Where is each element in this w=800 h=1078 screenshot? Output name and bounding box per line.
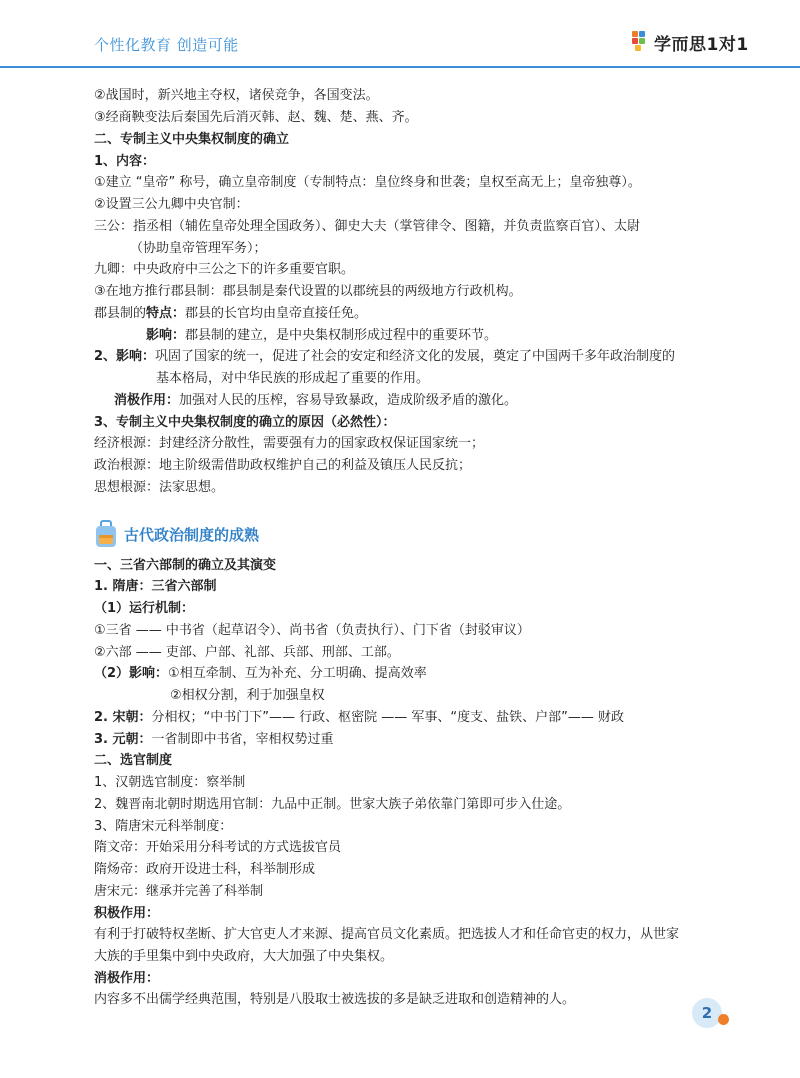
text-line: 3. 元朝：一省制即中书省，宰相权势过重 [94, 732, 334, 747]
text-line: 内容多不出儒学经典范围，特别是八股取士被选拔的多是缺乏进取和创造精神的人。 [94, 992, 576, 1007]
subheading-mechanism: （1）运行机制： [94, 601, 195, 616]
logo-mark-icon [632, 31, 650, 53]
text-line: 唐宋元：继承并完善了科举制 [94, 884, 264, 899]
text-line: 2. 宋朝：分相权；“中书门下”—— 行政、枢密院 —— 军事、“度支、盐铁、户部”—— 财政 [94, 710, 624, 725]
page-header [0, 0, 800, 68]
heading-centralization: 二、专制主义中央集权制度的确立 [94, 132, 290, 147]
text-line: 三公：指丞相（辅佐皇帝处理全国政务）、御史大夫（掌管律令、图籍，并负责监察百官）、太尉 [94, 219, 641, 234]
subheading-positive: 积极作用： [94, 906, 160, 921]
text-line: 消极作用：加强对人民的压榨，容易导致暴政，造成阶级矛盾的激化。 [114, 393, 518, 408]
header-rule [0, 66, 800, 68]
brand-logo [632, 30, 749, 54]
text-line: 有利于打破特权垄断、扩大官吏人才来源、提高官员文化素质。把选拔人才和任命官吏的权力，从世家 [94, 927, 680, 942]
text-line: ②相权分割，利于加强皇权 [170, 688, 325, 703]
schoolbag-icon [94, 520, 118, 548]
page-dot-decoration [718, 1014, 729, 1025]
text-line: 基本格局，对中华民族的形成起了重要的作用。 [156, 371, 430, 386]
text-line: ③在地方推行郡县制：郡县制是秦代设置的以郡统县的两级地方行政机构。 [94, 284, 522, 299]
text-line: 经济根源：封建经济分散性，需要强有力的国家政权保证国家统一； [94, 436, 485, 451]
text-line: ②设置三公九卿中央官制： [94, 197, 249, 212]
text-line: 隋炀帝：政府开设进士科，科举制形成 [94, 862, 316, 877]
header-slogan: 个性化教育 创造可能 [94, 36, 239, 54]
page-number: 2 [692, 998, 722, 1028]
text-line: ②六部 —— 吏部、户部、礼部、兵部、刑部、工部。 [94, 645, 400, 660]
text-line: ①建立 “皇帝” 称号，确立皇帝制度（专制特点：皇位终身和世袭；皇权至高无上；皇帝独尊）。 [94, 175, 641, 190]
heading-three-departments: 一、三省六部制的确立及其演变 [94, 558, 277, 573]
text-line: ②战国时，新兴地主夺权，诸侯竞争，各国变法。 [94, 88, 379, 103]
text-line: 影响：郡县制的建立，是中央集权制形成过程中的重要环节。 [146, 328, 498, 343]
text-line: 隋文帝：开始采用分科考试的方式选拔官员 [94, 840, 342, 855]
text-line: 2、影响：巩固了国家的统一，促进了社会的安定和经济文化的发展，奠定了中国两千多年政治制度的 [94, 349, 676, 364]
text-line: 1、汉朝选官制度：察举制 [94, 775, 246, 790]
text-line: ①三省 —— 中书省（起草诏令）、尚书省（负责执行）、门下省（封驳审议） [94, 623, 530, 638]
logo-text: 学而思1对1 [654, 34, 749, 55]
subheading-sui-tang: 1. 隋唐：三省六部制 [94, 579, 217, 594]
text-line: （2）影响：①相互牵制、互为补充、分工明确、提高效率 [94, 666, 427, 681]
section-title: 古代政治制度的成熟 [124, 526, 260, 544]
text-line: 大族的手里集中到中央政府，大大加强了中央集权。 [94, 949, 394, 964]
text-line: 政治根源：地主阶级需借助政权维护自己的利益及镇压人民反抗； [94, 458, 472, 473]
subheading-negative: 消极作用： [94, 971, 160, 986]
text-line: 郡县制的特点：郡县的长官均由皇帝直接任免。 [94, 306, 368, 321]
heading-official-selection: 二、选官制度 [94, 753, 173, 768]
text-line: 思想根源：法家思想。 [94, 480, 225, 495]
section-banner [94, 518, 714, 552]
text-line: 3、隋唐宋元科举制度： [94, 819, 233, 834]
text-line: ③经商鞅变法后秦国先后消灭韩、赵、魏、楚、燕、齐。 [94, 110, 418, 125]
subheading-content: 1、内容： [94, 154, 156, 169]
text-line: 九卿：中央政府中三公之下的许多重要官职。 [94, 262, 355, 277]
text-line: （协助皇帝管理军务）； [130, 241, 267, 256]
subheading-reasons: 3、专制主义中央集权制度的确立的原因（必然性）： [94, 415, 396, 430]
text-line: 2、魏晋南北朝时期选用官制：九品中正制。世家大族子弟依靠门第即可步入仕途。 [94, 797, 571, 812]
